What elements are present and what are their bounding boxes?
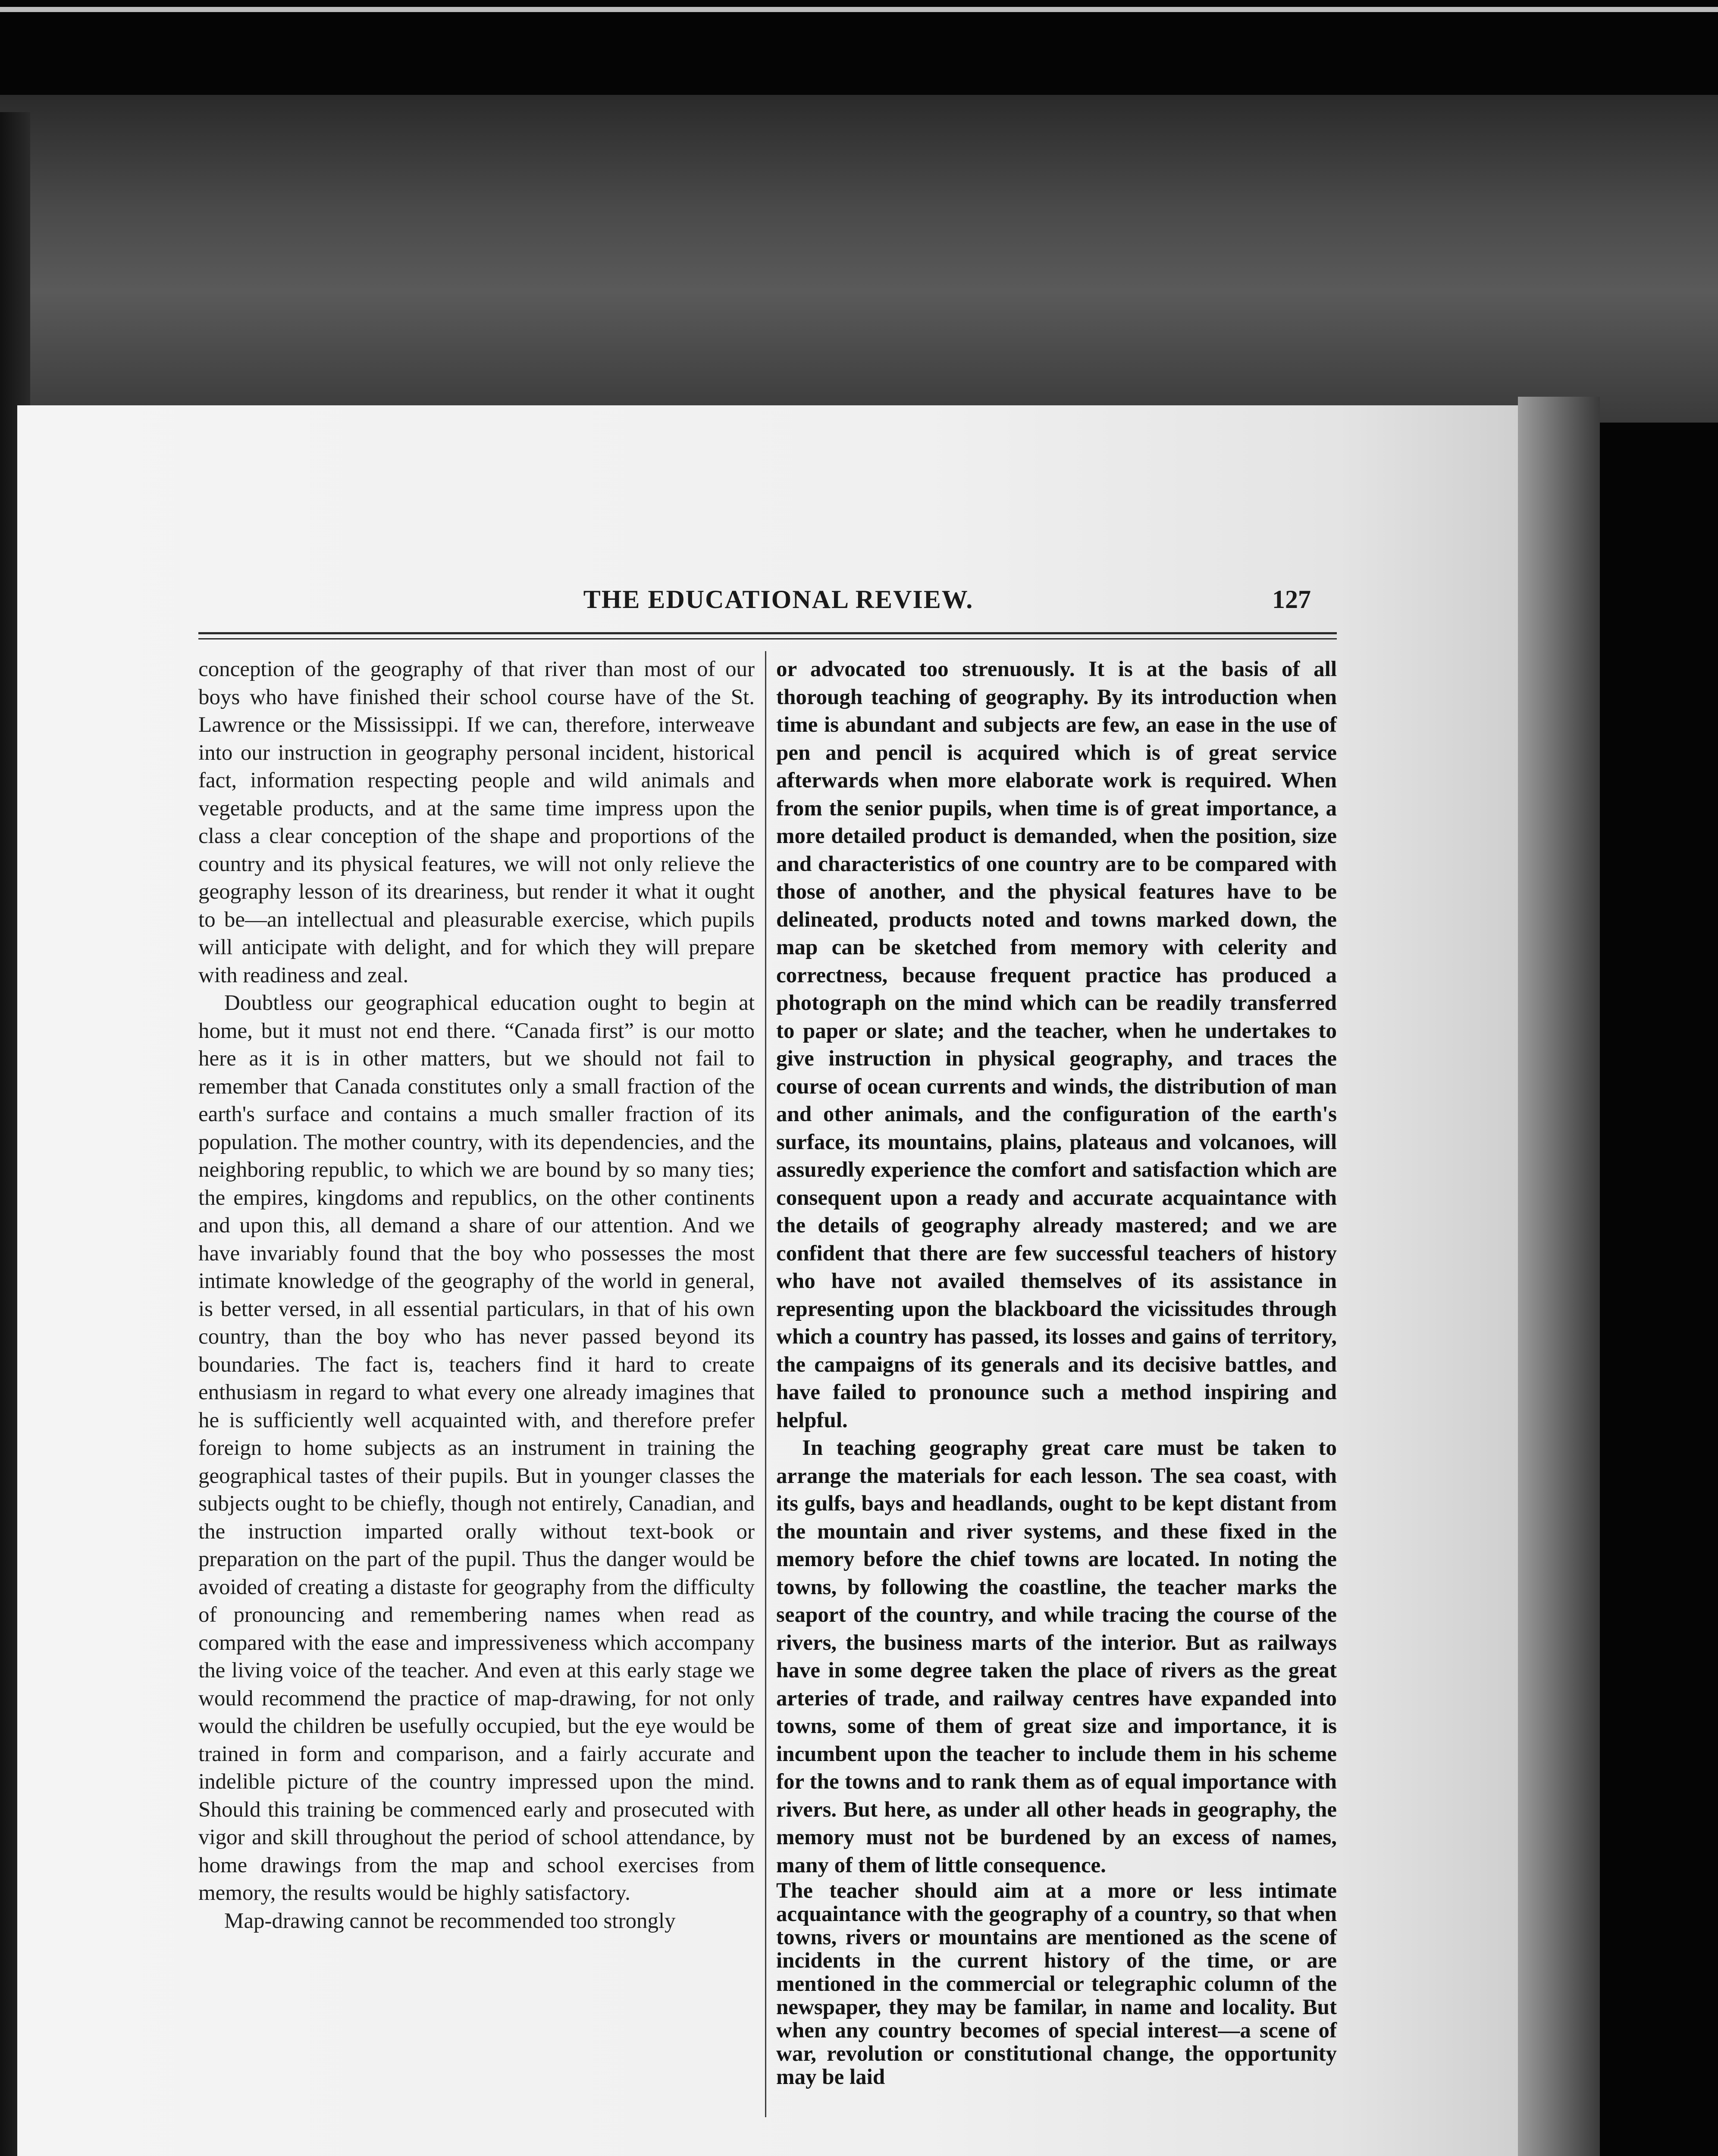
right-text-column bbox=[776, 655, 1337, 2089]
body-paragraph: In teaching geography great care must be taken to arrange the materials for each lesson. The sea coast, with its gulfs, bays and headlands, ought to be kept distant from the mountain and river systems, and these fixed in the memory before the chief towns are located. In noting the towns, by following the coastline, the teacher marks the seaport of the country, and while tracing the course of the rivers, the business marts of the interior. But as railways have in some degree taken the place of rivers as the great arteries of trade, and railway centres have expanded into towns, some of them of great size and importance, it is incumbent upon the teacher to include them in his scheme for the towns and to rank them as of equal importance with rivers. But here, as under all other heads in geography, the memory must not be burdened by an excess of names, many of them of little consequence. bbox=[776, 1436, 1337, 1877]
facing-page-shadow bbox=[0, 95, 1718, 423]
body-paragraph: or advocated too strenuously. It is at the basis of all thorough teaching of geography. By its introduction when time is abundant and subjects are few, an ease in the use of pen and pencil is acquired which is of great service afterwards when more elaborate work is required. When from the senior pupils, when time is of great importance, a more detailed product is demanded, when the position, size and characteristics of one country are to be compared with those of another, and the physical features have to be delineated, products noted and towns marked down, the map can be sketched from memory with celerity and correctness, because frequent practice has produced a photograph on the mind which can be readily transferred to paper or slate; and the teacher, when he undertakes to give instruction in physical geography, and traces the course of ocean currents and winds, the distribution of man and other animals, and the configuration of the earth's surface, its mountains, plains, plateaus and volcanoes, will assuredly experience the comfort and satisfaction which are consequent upon a ready and accurate acquaintance with the details of geography already mastered; and we are confident that there are few successful teachers of history who have not availed themselves of its assistance in representing upon the blackboard the vicissitudes through which a country has passed, its losses and gains of territory, the campaigns of its generals and its decisive battles, and have failed to pronounce such a method inspiring and helpful. bbox=[776, 657, 1337, 1432]
body-paragraph: The teacher should aim at a more or less intimate acquaintance with the geography of a country, so that when towns, rivers or mountains are mentioned as the scene of incidents in the current history of the time, or are mentioned in the commercial or telegraphic column of the newspaper, they may be familar, in name and locality. But when any country becomes of special interest—a scene of war, revolution or constitutional change, the opportunity may be laid bbox=[776, 1879, 1337, 2089]
left-text-column bbox=[198, 655, 755, 1935]
running-head-title: THE EDUCATIONAL REVIEW. bbox=[583, 585, 974, 614]
body-paragraph: Map-drawing cannot be recommended too strongly bbox=[224, 1908, 676, 1933]
page-fold-shadow bbox=[1518, 397, 1600, 2156]
page-number: 127 bbox=[1272, 585, 1311, 614]
body-paragraph: Doubtless our geographical education ought to begin at home, but it must not end there. “Canada first” is our motto here as it is in other matters, but we should not fail to remember that Canada constitutes only a small fraction of the earth's surface and contains a much smaller fraction of its population. The mother country, with its dependencies, and the neighboring republic, to which we are bound by so many ties; the empires, kingdoms and republics, on the other continents and upon this, all demand a share of our attention. And we have invariably found that the boy who possesses the most intimate knowledge of the geography of the world in general, is better versed, in all essential particulars, in that of his own country, than the boy who has never passed beyond its boundaries. The fact is, teachers find it hard to create enthusiasm in regard to what every one already imagines that he is sufficiently well acquainted with, and therefore prefer foreign to home subjects as an instrument in training the geographical tastes of their pupils. But in younger classes the subjects ought to be chiefly, though not entirely, Canadian, and the instruction imparted orally without text-book or preparation on the part of the pupil. Thus the danger would be avoided of creating a distaste for geography from the difficulty of pronouncing and remembering names when read as compared with the ease and impressiveness which accompany the living voice of the teacher. And even at this early stage we would recommend the practice of map-drawing, for not only would the children be usefully occupied, but the eye would be trained in form and comparison, and a fairly accurate and indelible picture of the country impressed upon the mind. Should this training be commenced early and prosecuted with vigor and skill throughout the period of school attendance, by home drawings from the map and school exercises from memory, the results would be highly satisfactory. bbox=[198, 991, 755, 1905]
film-edge-rule bbox=[0, 7, 1718, 12]
header-rule bbox=[198, 632, 1337, 634]
column-divider bbox=[765, 651, 766, 2117]
header-rule-secondary bbox=[198, 638, 1337, 639]
body-paragraph: conception of the geography of that river than most of our boys who have finished their school course have of the St. Lawrence or the Mississippi. If we can, therefore, interweave into our instruction in geography personal incident, historical fact, information respecting people and wild animals and vegetable products, and at the same time impress upon the class a clear conception of the shape and proportions of the country and its physical features, we will not only relieve the geography lesson of its dreariness, but render it what it ought to be—an intellectual and pleasurable exercise, which pupils will anticipate with delight, and for which they will prepare with readiness and zeal. bbox=[198, 657, 755, 987]
